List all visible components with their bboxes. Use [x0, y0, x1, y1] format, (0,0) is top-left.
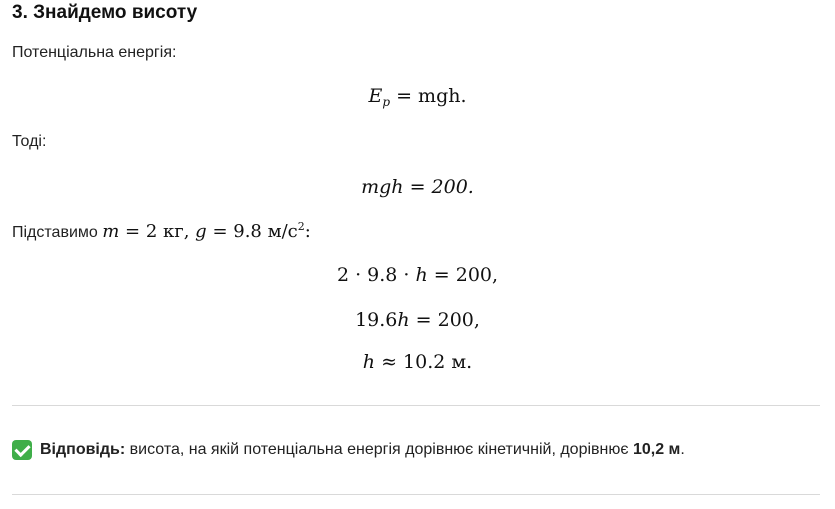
- equation-mgh: [0, 176, 835, 198]
- eq2-text: mgh = 200.: [361, 176, 474, 198]
- eq1-symbol: E: [368, 85, 383, 107]
- eq5-var: h: [362, 351, 376, 373]
- answer-end: .: [680, 441, 685, 458]
- eq3-var: h: [415, 264, 428, 286]
- eq4-pre: 19.6: [355, 309, 398, 331]
- subst-m-val: = 2 кг,: [125, 221, 190, 242]
- divider-top: [12, 405, 820, 406]
- answer-value: 10,2 м: [632, 441, 681, 458]
- eq4-var: h: [397, 309, 410, 331]
- check-mark-icon: [12, 440, 32, 460]
- eq3-post: = 200,: [433, 264, 499, 286]
- subst-g-val: = 9.8 м/с: [212, 221, 298, 242]
- answer-line: [12, 440, 685, 460]
- subst-m-var: m: [102, 221, 120, 242]
- answer-label: Відповідь:: [40, 441, 126, 458]
- eq5-post: ≈ 10.2 м.: [381, 351, 473, 373]
- eq3-pre: 2 · 9.8 ·: [336, 264, 410, 286]
- answer-text: висота, на якій потенціальна енергія дорівнює кінетичній, дорівнює: [125, 441, 633, 458]
- subst-prefix: Підставимо: [12, 224, 98, 241]
- equation-step-1: [0, 264, 835, 286]
- substitution-line: [12, 220, 311, 242]
- intro-text: Потенціальна енергія:: [12, 44, 177, 61]
- subst-g-var: g: [195, 221, 207, 242]
- section-heading: 3. Знайдемо висоту: [12, 2, 198, 23]
- then-text: Тоді:: [12, 133, 47, 150]
- subst-suffix: :: [304, 221, 311, 242]
- equation-potential-energy: [0, 85, 835, 109]
- eq4-post: = 200,: [415, 309, 480, 331]
- divider-bottom: [12, 494, 820, 495]
- subst-g-exp: 2: [297, 220, 305, 233]
- eq1-rhs: = mgh.: [396, 85, 467, 107]
- equation-step-2: [0, 309, 835, 331]
- equation-result: [0, 351, 835, 373]
- eq1-subscript: p: [382, 95, 391, 109]
